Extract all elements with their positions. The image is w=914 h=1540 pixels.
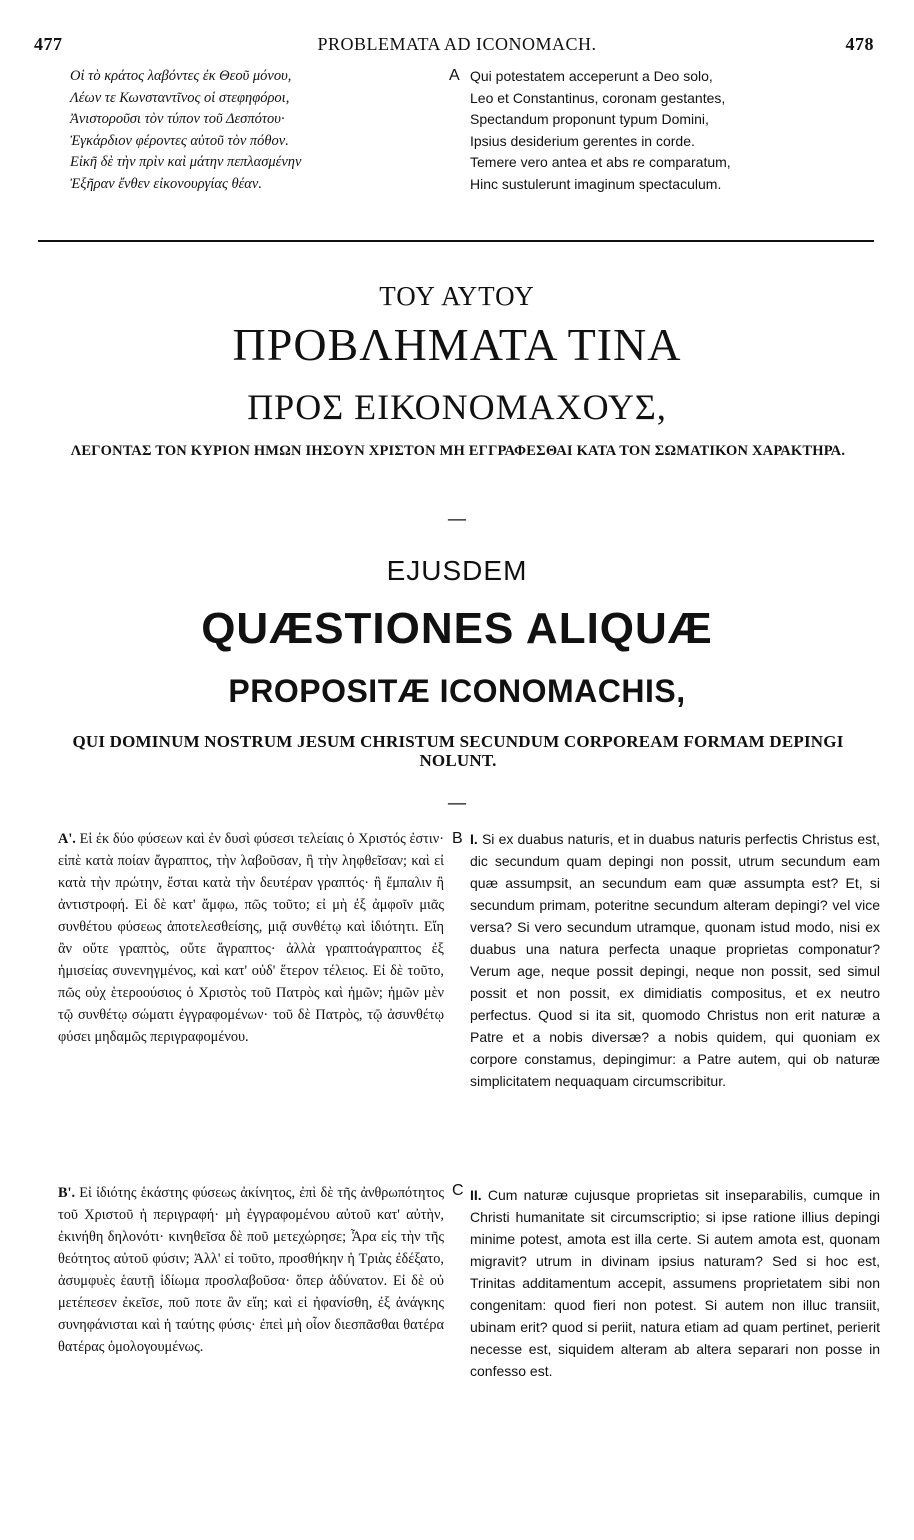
latin-subtitle: QUI DOMINUM NOSTRUM JESUM CHRISTUM SECUNDUM CORPOREAM FORMAM DEPINGI NOLUNT.	[72, 732, 844, 770]
page-number-right: 478	[845, 34, 874, 54]
greek-title-secondary: ΠΡΟΣ ΕΙΚΟΝΟΜΑΧΟΥΣ,	[247, 387, 667, 427]
section-number: II.	[470, 1187, 482, 1203]
latin-paragraph-text: Si ex duabus naturis, et in duabus naturis perfectis Christus est, dic secundum quam depingi non possit, utrum secundum eam quæ assumpsit, an secundum eam quæ assumpta est? Et, si secundum primam, poteritne secundum alteram depingi? vel vice versa? Si vero secundum utramque, quonam istud modo, nisi ex duabus una natura perfecta unaque proprietas componatur? Verum age, neque possit depingi, neque non possit, sed simul possit et non possit, ex dimidiatis compositus, et ex neutro perfectus. Quod si ita sit, quomodo Christus non erit naturæ a Patre et a nobis diversæ? a nobis quidem, qui quoniam ex corpore constamus, depingimur: a Patre autem, qui ob naturæ simplicitatem nequaquam circumscribitur.	[470, 831, 880, 1089]
section-number: I.	[470, 831, 478, 847]
greek-verse-line: Ἀνιστοροῦσι τὸν τύπον τοῦ Δεσπότου·	[70, 111, 285, 127]
greek-verse-block	[70, 66, 301, 195]
separator-dash: —	[448, 508, 466, 528]
latin-verse-line: Spectandum proponunt typum Domini,	[470, 111, 709, 127]
greek-verse-line: Οἱ τὸ κράτος λαβόντες ἐκ Θεοῦ μόνου,	[70, 68, 292, 84]
margin-marker-a: A	[449, 67, 460, 84]
greek-verse-line: Ἐξῆραν ἔνθεν εἰκονουργίας θέαν.	[70, 175, 262, 192]
greek-paragraph-1	[58, 828, 444, 1048]
margin-marker-b: B	[452, 830, 463, 847]
greek-paragraph-text: Εἰ ἰδιότης ἑκάστης φύσεως ἀκίνητος, ἐπὶ δὲ τῆς ἀνθρωπότητος τοῦ Χριστοῦ ἡ περιγραφή· μὴ ἐγγραφομένου αὐτοῦ κατ' αὐτὴν, ἐκινήθη δηλονότι· κινηθεῖσα δὲ ποῦ μετεχώρησε; Ἆρα εἰς τὴν τῆς θεότητος αὐτοῦ φύσιν; Ἀλλ' εἰ τοῦτο, προσθήκην ἡ Τριὰς ἐδέξατο, ἀσυμφυὲς ἑαυτῇ ἰδίωμα προσλαβοῦσα· ὅπερ ἀδύνατον. Εἰ δὲ οὐ μετέπεσεν ἐκεῖσε, ποῦ ποτε ἂν εἴη; καὶ εἰ ἠφανίσθη, ἐξ ἀνάγκης συνηφάνισται καὶ ἡ ταύτης φύσις· ἐπεὶ μὴ οἷον διεσπᾶσθαι θατέρα θατέρας ὁμολογουμένως.	[58, 1185, 444, 1355]
greek-verse-line: Ἐγκάρδιον φέροντες αὐτοῦ τὸν πόθον.	[70, 132, 289, 149]
latin-verse-line: Hinc sustulerunt imaginum spectaculum.	[470, 175, 722, 192]
latin-title-main: QUÆSTIONES ALIQUÆ	[201, 604, 713, 653]
latin-paragraph-1	[470, 828, 880, 1092]
latin-verse-line: Leo et Constantinus, coronam gestantes,	[470, 89, 726, 106]
greek-verse-line: Λέων τε Κωνσταντῖνος οἱ στεφηφόροι,	[70, 89, 290, 106]
greek-title-main: ΠΡΟΒΛΗΜΑΤΑ ΤΙΝΑ	[232, 319, 682, 370]
latin-paragraph-2	[470, 1184, 880, 1382]
latin-title-author: EJUSDEM	[386, 555, 528, 586]
page-number-left: 477	[34, 34, 63, 54]
latin-verse-line: Qui potestatem acceperunt a Deo solo,	[470, 68, 713, 84]
greek-paragraph-text: Εἰ ἐκ δύο φύσεων καὶ ἐν δυσὶ φύσεσι τελείαις ὁ Χριστός ἐστιν· εἰπὲ κατὰ ποίαν ἄγραπτος, τὴν λαβοῦσαν, ἢ τὴν ληφθεῖσαν; καὶ εἰ κατὰ τὴν πρώτην, ἔσται κατὰ τὴν δευτέραν γραπτός· ἢ ἔμπαλιν ἢ ἀντιστροφή. Εἰ δὲ κατ' ἄμφω, πῶς τοῦτο; εἰ μὴ ἐξ ἀμφοῖν μιᾶς συνθέτου φύσεως ἀποτελεσθείσης, μιᾷ συνθέτῳ καὶ ἰδιότητι. Εἴη ἂν οὔτε γραπτὸς, οὔτε ἄγραπτος· ἀλλὰ γραπτοάγραπτος ἐξ ἡμισείας συνενηγμένος, καὶ κατ' οὐδ' ἕτερον τέλειος. Εἰ δὲ τοῦτο, πῶς οὐχ ἑτεροούσιος ὁ Χριστὸς τοῦ Πατρὸς καὶ ἡμῶν; ἡμῶν μὲν τῷ συνθέτῳ σώματι ἐγγραφομένων· τοῦ δὲ Πατρὸς, τῷ ἀσυνθέτῳ φύσει μηδαμῶς περιγραφομένου.	[58, 831, 445, 1045]
latin-title-secondary: PROPOSITÆ ICONOMACHIS,	[228, 673, 686, 709]
latin-verse-block	[470, 66, 731, 195]
section-number: Β'.	[58, 1185, 76, 1201]
running-title: PROBLEMATA AD ICONOMACH.	[317, 34, 597, 54]
separator-dash: —	[448, 792, 466, 812]
latin-verse-line: Temere vero antea et abs re comparatum,	[470, 154, 731, 170]
latin-paragraph-text: Cum naturæ cujusque proprietas sit inseparabilis, cumque in Christi humanitate sit circumscriptio; si ipse ratione illius depingi minime potest, amota est illa certe. Si autem amota est, quonam migravit? utrum in divinam ipsius naturam? Sed si hoc est, Trinitas additamentum accepit, assumens proprietatem sibi non congenitam: quod fieri non potest. Si autem non illuc transiit, ubinam erit? quod si periit, natura etiam ad quam pertinet, perierit necesse est, siquidem alteram ab altera separari non posse in confesso est.	[470, 1187, 880, 1379]
latin-verse-line: Ipsius desiderium gerentes in corde.	[470, 132, 695, 149]
margin-marker-c: C	[452, 1182, 464, 1199]
section-rule	[38, 240, 874, 242]
greek-verse-line: Εἰκῆ δὲ τὴν πρὶν καὶ μάτην πεπλασμένην	[70, 154, 302, 170]
greek-paragraph-2	[58, 1182, 444, 1358]
greek-subtitle: ΛΕΓΟΝΤΑΣ ΤΟΝ ΚΥΡΙΟΝ ΗΜΩΝ ΙΗΣΟΥΝ ΧΡΙΣΤΟΝ ΜΗ ΕΓΓΡΑΦΕΣΘΑΙ ΚΑΤΑ ΤΟΝ ΣΩΜΑΤΙΚΟΝ ΧΑΡΑΚΤΗΡΑ.	[70, 443, 846, 459]
greek-title-author: ΤΟΥ ΑΥΤΟΥ	[379, 281, 535, 311]
section-number: Α'.	[58, 831, 76, 847]
